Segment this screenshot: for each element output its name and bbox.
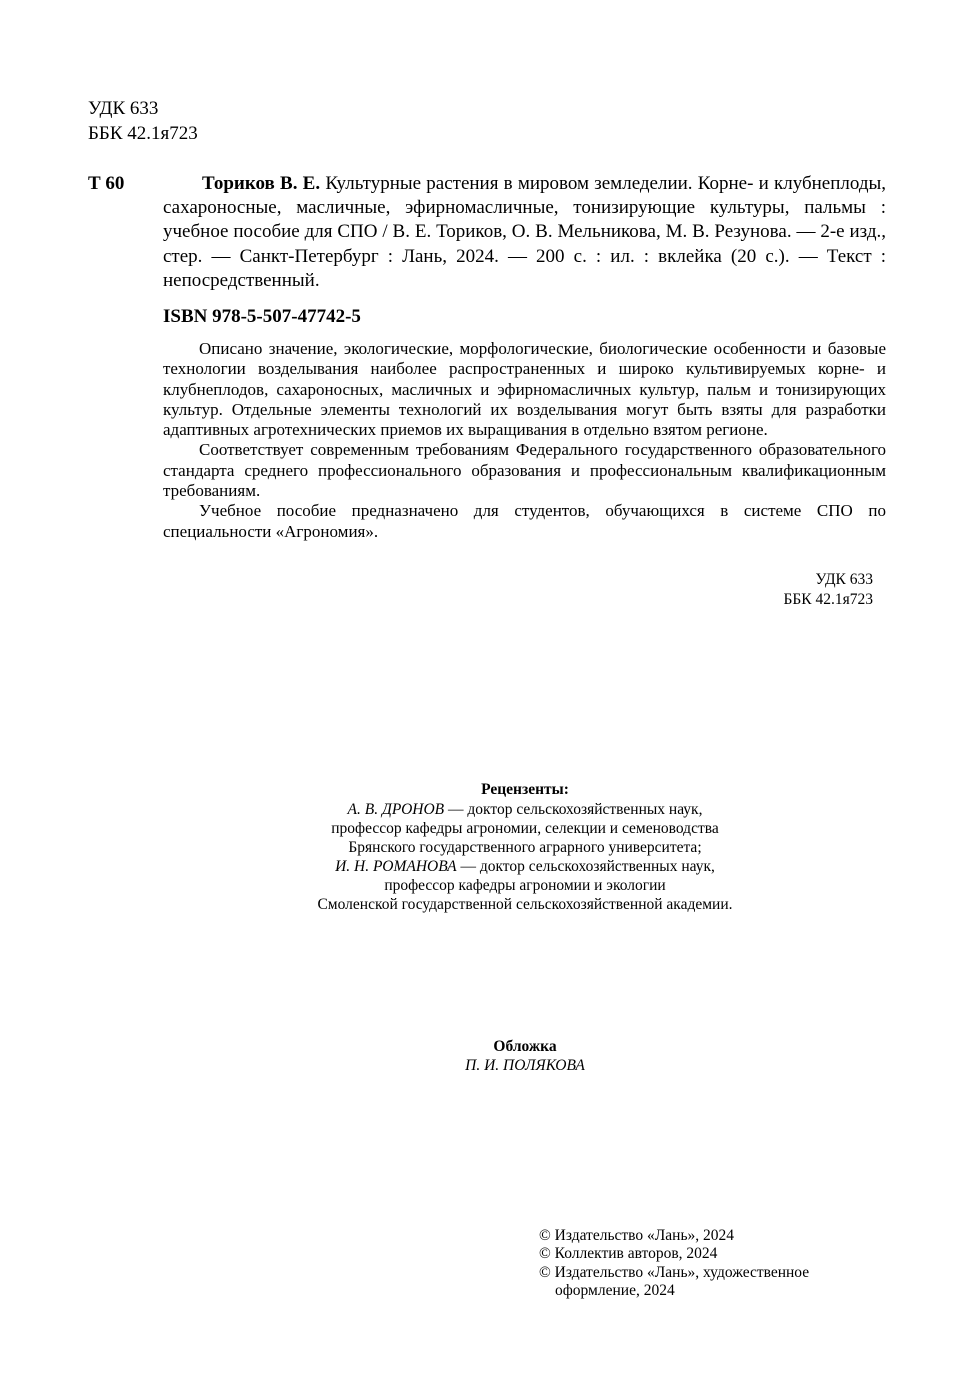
classification-block	[700, 570, 873, 610]
reviewers-title: Рецензенты:	[481, 781, 569, 798]
reviewer-name: И. Н. РОМАНОВА	[335, 858, 457, 876]
record-description: Культурные растения в мировом земледелии. Корне- и клубнеплоды, сахароносные, масличные, эфирномасличные, тонизирующие культуры, пальмы : учебное пособие для СПО / В. Е. Ториков, О. В. Мельникова, М. В. Резунова. — 2-е изд., стер. — Санкт-Петербург : Лань, 2024. — 200 с. : ил. : вклейка (20 с.). — Текст : непосредственный.	[163, 173, 887, 291]
copyright-line: © Издательство «Лань», 2024	[539, 1227, 735, 1244]
cover-title: Обложка	[493, 1038, 557, 1055]
copyright-line: © Коллектив авторов, 2024	[539, 1245, 718, 1263]
author-sign: Т 60	[88, 173, 125, 194]
bbk-code: ББК 42.1я723	[783, 591, 873, 608]
reviewer-affiliation: Смоленской государственной сельскохозяйственной академии.	[317, 896, 733, 914]
reviewer-name: А. В. ДРОНОВ	[347, 801, 445, 818]
reviewer-affiliation: Брянского государственного аграрного университета;	[348, 839, 702, 857]
header-classification	[88, 96, 198, 146]
annotation-paragraph: Описано значение, экологические, морфологические, биологические особенности и базовые технологии возделывания наиболее распространенных и широко культивируемых корне- и клубнеплодов, сахароносных, масличных и эфирномасличных культур, пальм и тонизирующих культур. Отдельные элементы технологий их возделывания могут быть взяты для разработки адаптивных агротехнических приемов их выращивания в отдельно взятом регионе.	[163, 339, 886, 440]
isbn: ISBN 978-5-507-47742-5	[163, 306, 361, 327]
reviewer-1	[0, 800, 976, 819]
copyright-line: оформление, 2024	[555, 1281, 675, 1299]
bbk-code: ББК 42.1я723	[88, 123, 198, 144]
annotation	[163, 339, 886, 542]
reviewer-degree: — доктор сельскохозяйственных наук,	[444, 801, 703, 818]
reviewer-degree: — доктор сельскохозяйственных наук,	[456, 858, 715, 876]
reviewer-position: профессор кафедры агрономии, селекции и семеноводства	[331, 820, 719, 838]
annotation-paragraph: Соответствует современным требованиям Федерального государственного образовательного стандарта среднего профессионального образования и профессиональным квалификационным требованиям.	[163, 440, 886, 501]
copyright-line: © Издательство «Лань», художественное	[539, 1263, 810, 1281]
reviewer-2	[0, 857, 976, 876]
reviewer-position: профессор кафедры агрономии и экологии	[384, 877, 666, 895]
reviewers-list	[0, 800, 976, 915]
annotation-paragraph: Учебное пособие предназначено для студентов, обучающихся в системе СПО по специальности «Агрономия».	[163, 501, 886, 541]
udk-code: УДК 633	[88, 98, 159, 119]
author-name: Ториков В. Е.	[202, 173, 321, 194]
cover-designer: П. И. ПОЛЯКОВА	[465, 1057, 585, 1074]
bibliographic-record	[163, 172, 886, 293]
copyright-block	[539, 1227, 809, 1300]
udk-code: УДК 633	[815, 571, 873, 588]
